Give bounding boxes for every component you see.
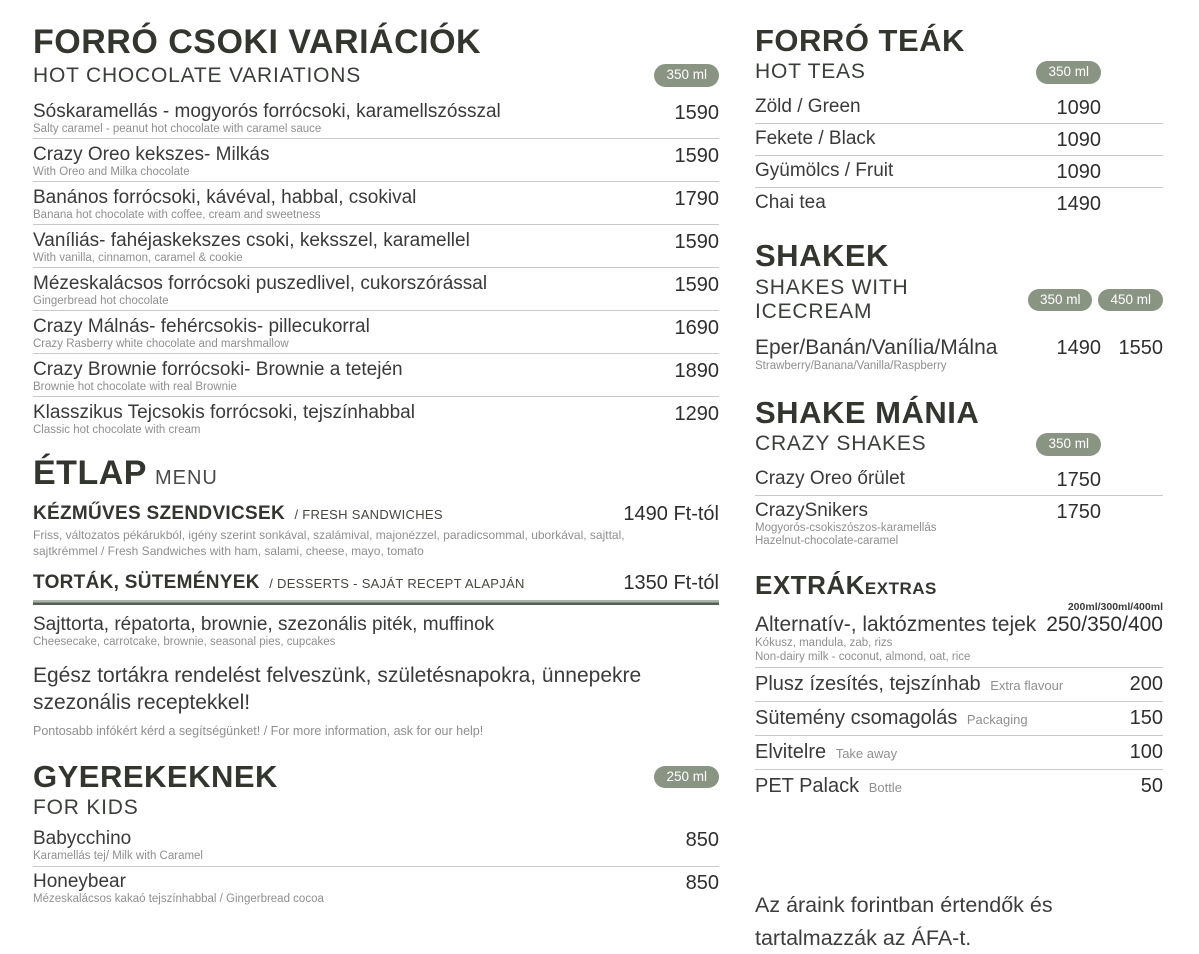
vat-footer-note: Az áraink forintban értendők és tartalmazzák az ÁFA-t. [755, 893, 1053, 950]
item-name-text: Eper/Banán/Vanília/Málna [755, 335, 998, 359]
section-hot-chocolate [33, 24, 719, 439]
item-description: Mézeskalácsos kakaó tejszínhabbal / Gingerbread cocoa [33, 892, 324, 905]
item-name: Chai tea [755, 192, 826, 214]
menu-subtitle: MENU [154, 466, 218, 489]
shake-mania-subtitle: CRAZY SHAKES [755, 432, 927, 456]
item-tag: Bottle [868, 780, 902, 796]
item-description: With vanilla, cinnamon, caramel & cookie [33, 251, 243, 264]
section-shake-mania [755, 396, 1163, 551]
volume-badge: 450 ml [1098, 289, 1163, 312]
section-divider [33, 600, 719, 605]
item-price: 1290 [674, 402, 719, 425]
item-price: 100 [1129, 741, 1163, 764]
item-price: 250/350/400 [1046, 613, 1163, 637]
item-description: Kókusz, mandula, zab, rizs [755, 637, 893, 650]
item-price: 850 [685, 828, 719, 851]
menu-item-row [33, 96, 719, 139]
extras-title-text: EXTRÁK [755, 570, 865, 601]
item-description: Gingerbread hot chocolate [33, 294, 169, 307]
right-column [755, 24, 1163, 954]
item-description: Banana hot chocolate with coffee, cream and sweetness [33, 208, 321, 221]
menu-item-row [33, 182, 719, 225]
sandwiches-row [33, 503, 719, 526]
hot-chocolate-subtitle: HOT CHOCOLATE VARIATIONS [33, 63, 362, 87]
item-description: Non-dairy milk - coconut, almond, oat, rice [755, 650, 971, 663]
item-name-text: CrazySnikers [755, 500, 868, 522]
teas-title: FORRÓ TEÁK [755, 23, 965, 58]
sandwiches-tag: / FRESH SANDWICHES [294, 507, 443, 523]
item-price: 1790 [674, 187, 719, 210]
item-price-450: 1550 [1118, 336, 1163, 359]
menu-item-row [755, 124, 1163, 156]
desserts-name: TORTÁK, SÜTEMÉNYEK [33, 571, 260, 593]
menu-item-row [755, 770, 1163, 803]
left-column [33, 24, 719, 954]
menu-item-row [33, 397, 719, 439]
menu-item-row [755, 464, 1163, 496]
item-name: Vaníliás- fahéjaskekszes csoki, keksszel, karamellel [33, 229, 470, 251]
item-tag: Take away [835, 746, 898, 762]
item-name: Gyümölcs / Fruit [755, 160, 894, 182]
sandwiches-description: Friss, változatos pékárukból, igény szerint sonkával, szalámival, majonézzel, paradicsommal, uborkával, sajttal, sajtkrémmel / Fresh Sandwiches with ham, salami, cheese, mayo, tomato [33, 528, 625, 559]
item-name: Babycchino [33, 827, 132, 849]
menu-item-row [755, 92, 1163, 124]
extras-title [755, 571, 1163, 599]
section-teas [755, 24, 1163, 219]
menu-item-row [755, 188, 1163, 219]
item-name-text: PET Palack [755, 775, 860, 798]
item-price: 1490 [1056, 193, 1101, 216]
menu-item-row [33, 311, 719, 354]
extras-subtitle: EXTRAS [864, 579, 937, 599]
item-price: 1750 [1056, 469, 1101, 492]
item-name: Crazy Málnás- fehércsokis- pillecukorral [33, 315, 370, 337]
milk-row [755, 613, 1163, 668]
volume-badge: 350 ml [654, 64, 719, 87]
item-name: Sajttorta, répatorta, brownie, szezonális piték, muffinok [33, 613, 495, 635]
item-name [755, 672, 1130, 698]
item-name: Honeybear [33, 870, 126, 892]
item-name [755, 706, 1130, 732]
item-price: 1750 [1056, 501, 1101, 524]
item-description: Crazy Rasberry white chocolate and marshmallow [33, 337, 289, 350]
shakes-title: SHAKEK [755, 238, 889, 274]
item-description: Mogyorós-csokiszószos-karamellás [755, 522, 937, 535]
volume-badge: 250 ml [654, 766, 719, 789]
section-shakes [755, 239, 1163, 375]
hot-chocolate-title: FORRÓ CSOKI VARIÁCIÓK [33, 23, 482, 61]
cake-order-note-sub: Pontosabb infókért kérd a segítségünket! / For more information, ask for our help! [33, 724, 484, 739]
item-price: 50 [1140, 775, 1163, 798]
volume-badge: 350 ml [1028, 289, 1093, 312]
item-price-350: 1490 [1056, 336, 1101, 359]
item-price: 200 [1129, 673, 1163, 696]
menu-item-row [755, 332, 1163, 376]
volume-badge: 350 ml [1036, 433, 1101, 456]
item-price: 150 [1129, 707, 1163, 730]
item-price: 1090 [1056, 129, 1101, 152]
menu-item-row [755, 156, 1163, 188]
item-name-text: Alternatív-, laktózmentes tejek [755, 613, 1037, 637]
menu-item-row [755, 668, 1163, 702]
menu-item-row [33, 824, 719, 867]
teas-subtitle: HOT TEAS [755, 60, 866, 84]
shake-mania-title: SHAKE MÁNIA [755, 394, 980, 430]
item-name: Crazy Brownie forrócsoki- Brownie a tetején [33, 358, 403, 380]
menu-item-row [33, 867, 719, 909]
cake-order-note: Egész tortákra rendelést felveszünk, születésnapokra, ünnepekre szezonális receptekkel! [33, 663, 642, 715]
desserts-tag: / DESSERTS - SAJÁT RECEPT ALAPJÁN [269, 575, 525, 591]
item-price: 1690 [674, 316, 719, 339]
item-description: With Oreo and Milka chocolate [33, 165, 190, 178]
menu-item-row [33, 268, 719, 311]
item-name: Crazy Oreo kekszes- Milkás [33, 143, 270, 165]
kids-title: GYEREKEKNEK [33, 759, 278, 795]
menu-item-row [755, 736, 1163, 770]
item-name [755, 740, 1130, 766]
dessert-list-item [33, 614, 719, 649]
section-kids [33, 760, 719, 908]
kids-subtitle: FOR KIDS [33, 795, 139, 819]
menu-item-row [755, 496, 1163, 551]
item-description: Strawberry/Banana/Vanilla/Raspberry [755, 359, 947, 372]
item-price: 1590 [674, 273, 719, 296]
item-name [755, 500, 1057, 548]
item-name: Crazy Oreo őrület [755, 468, 905, 490]
item-name: Mézeskalácsos forrócsoki puszedlivel, cukorszórással [33, 272, 488, 294]
item-name [755, 336, 1037, 373]
item-price: 1890 [674, 359, 719, 382]
item-description: Cheesecake, carrotcake, brownie, seasonal pies, cupcakes [33, 635, 336, 648]
sandwiches-name: KÉZMŰVES SZENDVICSEK [33, 503, 285, 525]
item-name [755, 613, 1046, 664]
menu-item-row [33, 139, 719, 182]
item-price: 1090 [1056, 97, 1101, 120]
item-name: Zöld / Green [755, 96, 861, 118]
menu-item-row [33, 225, 719, 268]
desserts-row [33, 572, 719, 595]
sandwiches-price: 1490 Ft-tól [623, 503, 719, 526]
item-price: 1590 [674, 144, 719, 167]
item-description: Salty caramel - peanut hot chocolate with caramel sauce [33, 122, 322, 135]
item-tag: Extra flavour [990, 678, 1064, 694]
item-description: Karamellás tej/ Milk with Caramel [33, 849, 203, 862]
item-name: Klasszikus Tejcsokis forrócsoki, tejszínhabbal [33, 401, 415, 423]
menu-item-row [33, 354, 719, 397]
section-extras [755, 571, 1163, 803]
item-description: Hazelnut-chocolate-caramel [755, 535, 899, 548]
item-tag: Packaging [966, 712, 1028, 728]
item-price: 1590 [674, 230, 719, 253]
item-name: Banános forrócsoki, kávéval, habbal, csokival [33, 186, 417, 208]
item-name: Fekete / Black [755, 128, 876, 150]
item-price: 850 [685, 871, 719, 894]
menu-title-text: ÉTLAP [33, 453, 147, 492]
desserts-price: 1350 Ft-tól [623, 571, 719, 594]
item-name: Sóskaramellás - mogyorós forrócsoki, karamellszósszal [33, 100, 501, 122]
shakes-subtitle: SHAKES WITH ICECREAM [755, 275, 909, 323]
menu-title [33, 455, 719, 492]
item-price: 1590 [674, 101, 719, 124]
item-name-text: Plusz ízesítés, tejszínhab [755, 673, 981, 696]
extras-sizes-note: 200ml/300ml/400ml [1067, 601, 1163, 614]
item-price: 1090 [1056, 161, 1101, 184]
item-name-text: Elvitelre [755, 741, 827, 764]
section-menu [33, 455, 719, 738]
volume-badge: 350 ml [1036, 61, 1101, 84]
item-description: Brownie hot chocolate with real Brownie [33, 380, 237, 393]
item-name [755, 774, 1141, 800]
item-description: Classic hot chocolate with cream [33, 423, 201, 436]
item-name-text: Sütemény csomagolás [755, 707, 958, 730]
menu-item-row [755, 702, 1163, 736]
